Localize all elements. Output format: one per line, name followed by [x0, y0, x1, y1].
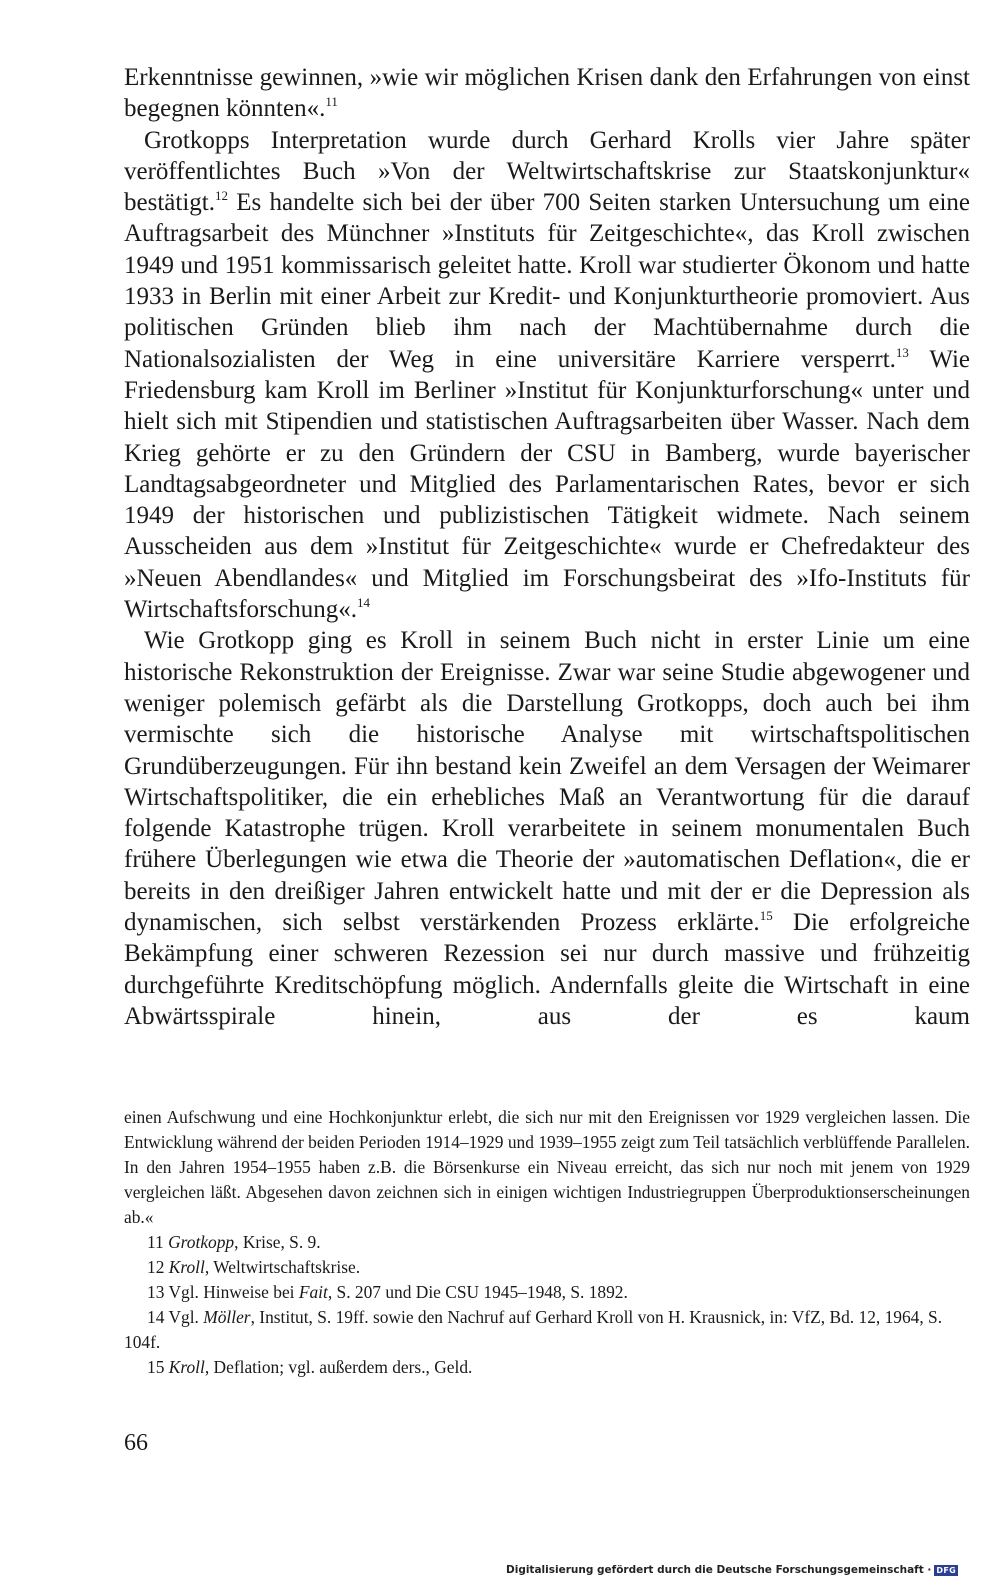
footnotes	[124, 1105, 970, 1380]
footnote-ref[interactable]: 12	[214, 188, 228, 204]
paragraph	[124, 62, 970, 125]
footnote-text: , Institut, S. 19ff. sowie den Nachruf auf Gerhard Kroll von H. Krausnick, in: VfZ, Bd. 12, 1964, S. 104f.	[124, 1307, 943, 1352]
footnote-number: 11	[147, 1232, 164, 1252]
main-text	[124, 62, 970, 1032]
text-span: Wie Grotkopp ging es Kroll in seinem Buch nicht in erster Linie um eine historische Rekonstruktion der Ereignisse. Zwar war seine Studie abgewogener und weniger polemisch gefärbt als die Darstellung Grotkopps, doch auch bei ihm vermischte sich die historische Analyse mit wirtschaftspolitischen Grundüberzeugungen. Für ihn bestand kein Zweifel an dem Versagen der Weimarer Wirtschaftspolitiker, die ein erhebliches Maß an Verantwortung für die darauf folgende Katastrophe trügen. Kroll verarbeitete in seinem monumentalen Buch frühere Überlegungen wie etwa die Theorie der »automatischen Deflation«, die er bereits in den dreißiger Jahren entwickelt hatte und mit der er die Depression als dynamischen, sich selbst verstärkenden Prozess erklärte.	[124, 627, 970, 937]
footnote-ref[interactable]: 15	[759, 908, 773, 924]
credit-text: Digitalisierung gefördert durch die Deutsche Forschungsgemeinschaft ·	[506, 1564, 932, 1576]
footnote-author: Möller	[203, 1307, 251, 1327]
paragraph	[124, 625, 970, 1032]
text-span: Es handelte sich bei der über 700 Seiten starken Untersuchung um eine Auftragsarbeit des Münchner »Instituts für Zeitgeschichte«, das Kroll zwischen 1949 und 1951 kommissarisch geleitet hatte. Kroll war studierter Ökonom und hatte 1933 in Berlin mit einer Arbeit zur Kredit- und Konjunkturtheorie promoviert. Aus politischen Gründen blieb ihm nach der Machtübernahme durch die Nationalsozialisten der Weg in eine universitäre Karriere versperrt.	[124, 189, 970, 373]
page-number: 66	[124, 1430, 148, 1456]
footnote-number: 12	[147, 1257, 165, 1277]
text-span: Grotkopps Interpretation wurde durch Gerhard Krolls vier Jahre später veröffentlichtes Buch »Von der Weltwirtschaftskrise zur Staatskonjunktur« bestätigt.	[124, 126, 970, 217]
footnote-13	[124, 1280, 970, 1305]
footnote-text: , S. 207 und Die CSU 1945–1948, S. 1892.	[327, 1282, 628, 1302]
footnote-text: , Weltwirtschaftskrise.	[204, 1257, 361, 1277]
footnote-number: 15	[147, 1357, 165, 1377]
footnote-11	[124, 1230, 970, 1255]
footnote-text: Vgl.	[168, 1307, 204, 1327]
text-span: Wie Friedensburg kam Kroll im Berliner »Institut für Konjunkturforschung« unter und hielt sich mit Stipendien und statistischen Auftragsarbeiten über Wasser. Nach dem Krieg gehörte er zu den Gründern der CSU in Bamberg, wurde bayerischer Landtagsabgeordneter und Mitglied des Parlamentarischen Rates, bevor er sich 1949 der historischen und publizistischen Tätigkeit widmete. Nach seinem Ausscheiden aus dem »Institut für Zeitgeschichte« wurde er Chefredakteur des »Neuen Abendlandes« und Mitglied im Forschungsbeirat des »Ifo-Instituts für Wirtschaftsforschung«.	[124, 345, 970, 624]
footnote-number: 14	[147, 1307, 165, 1327]
footnote-author: Grotkopp	[168, 1232, 235, 1252]
footnote-text: , Deflation; vgl. außerdem ders., Geld.	[204, 1357, 473, 1377]
footnote-15	[124, 1355, 970, 1380]
footnote-12	[124, 1255, 970, 1280]
dfg-logo-icon: DFG	[936, 1565, 956, 1575]
text-span: Erkenntnisse gewinnen, »wie wir möglichen Krisen dank den Erfahrungen von einst begegnen könnten«.	[124, 64, 970, 123]
footnote-ref[interactable]: 14	[356, 595, 370, 611]
footnote-ref[interactable]: 11	[325, 94, 338, 110]
footnote-text: , Krise, S. 9.	[234, 1232, 321, 1252]
footnote-continuation: einen Aufschwung und eine Hochkonjunktur erlebt, die sich nur mit den Ereignissen vor 1929 vergleichen lassen. Die Entwicklung während der beiden Perioden 1914–1929 und 1939–1955 zeigt zum Teil tatsächlich verblüffende Parallelen. In den Jahren 1954–1955 haben z.B. die Börsenkurse ein Niveau erreicht, das sich nur noch mit jenem von 1929 vergleichen läßt. Abgesehen davon zeichnen sich in einigen wichtigen Industriegruppen Überproduktionserscheinungen ab.«	[124, 1107, 970, 1227]
footnote-author: Fait	[298, 1282, 328, 1302]
paragraph	[124, 125, 970, 626]
footnote-14	[124, 1305, 970, 1355]
footnote-number: 13	[147, 1282, 165, 1302]
footnote-author: Kroll	[168, 1357, 205, 1377]
footnote-text: Vgl. Hinweise bei	[168, 1282, 299, 1302]
text-span: Die erfolgreiche Bekämpfung einer schweren Rezession sei nur durch massive und frühzeitig durchgeführte Kreditschöpfung möglich. Andernfalls gleite die Wirtschaft in eine Abwärtsspirale hinein, aus der es kaum	[124, 909, 970, 1030]
footnote-author: Kroll	[168, 1257, 205, 1277]
digitization-credit	[506, 1564, 958, 1576]
footnote-ref[interactable]: 13	[895, 344, 909, 360]
